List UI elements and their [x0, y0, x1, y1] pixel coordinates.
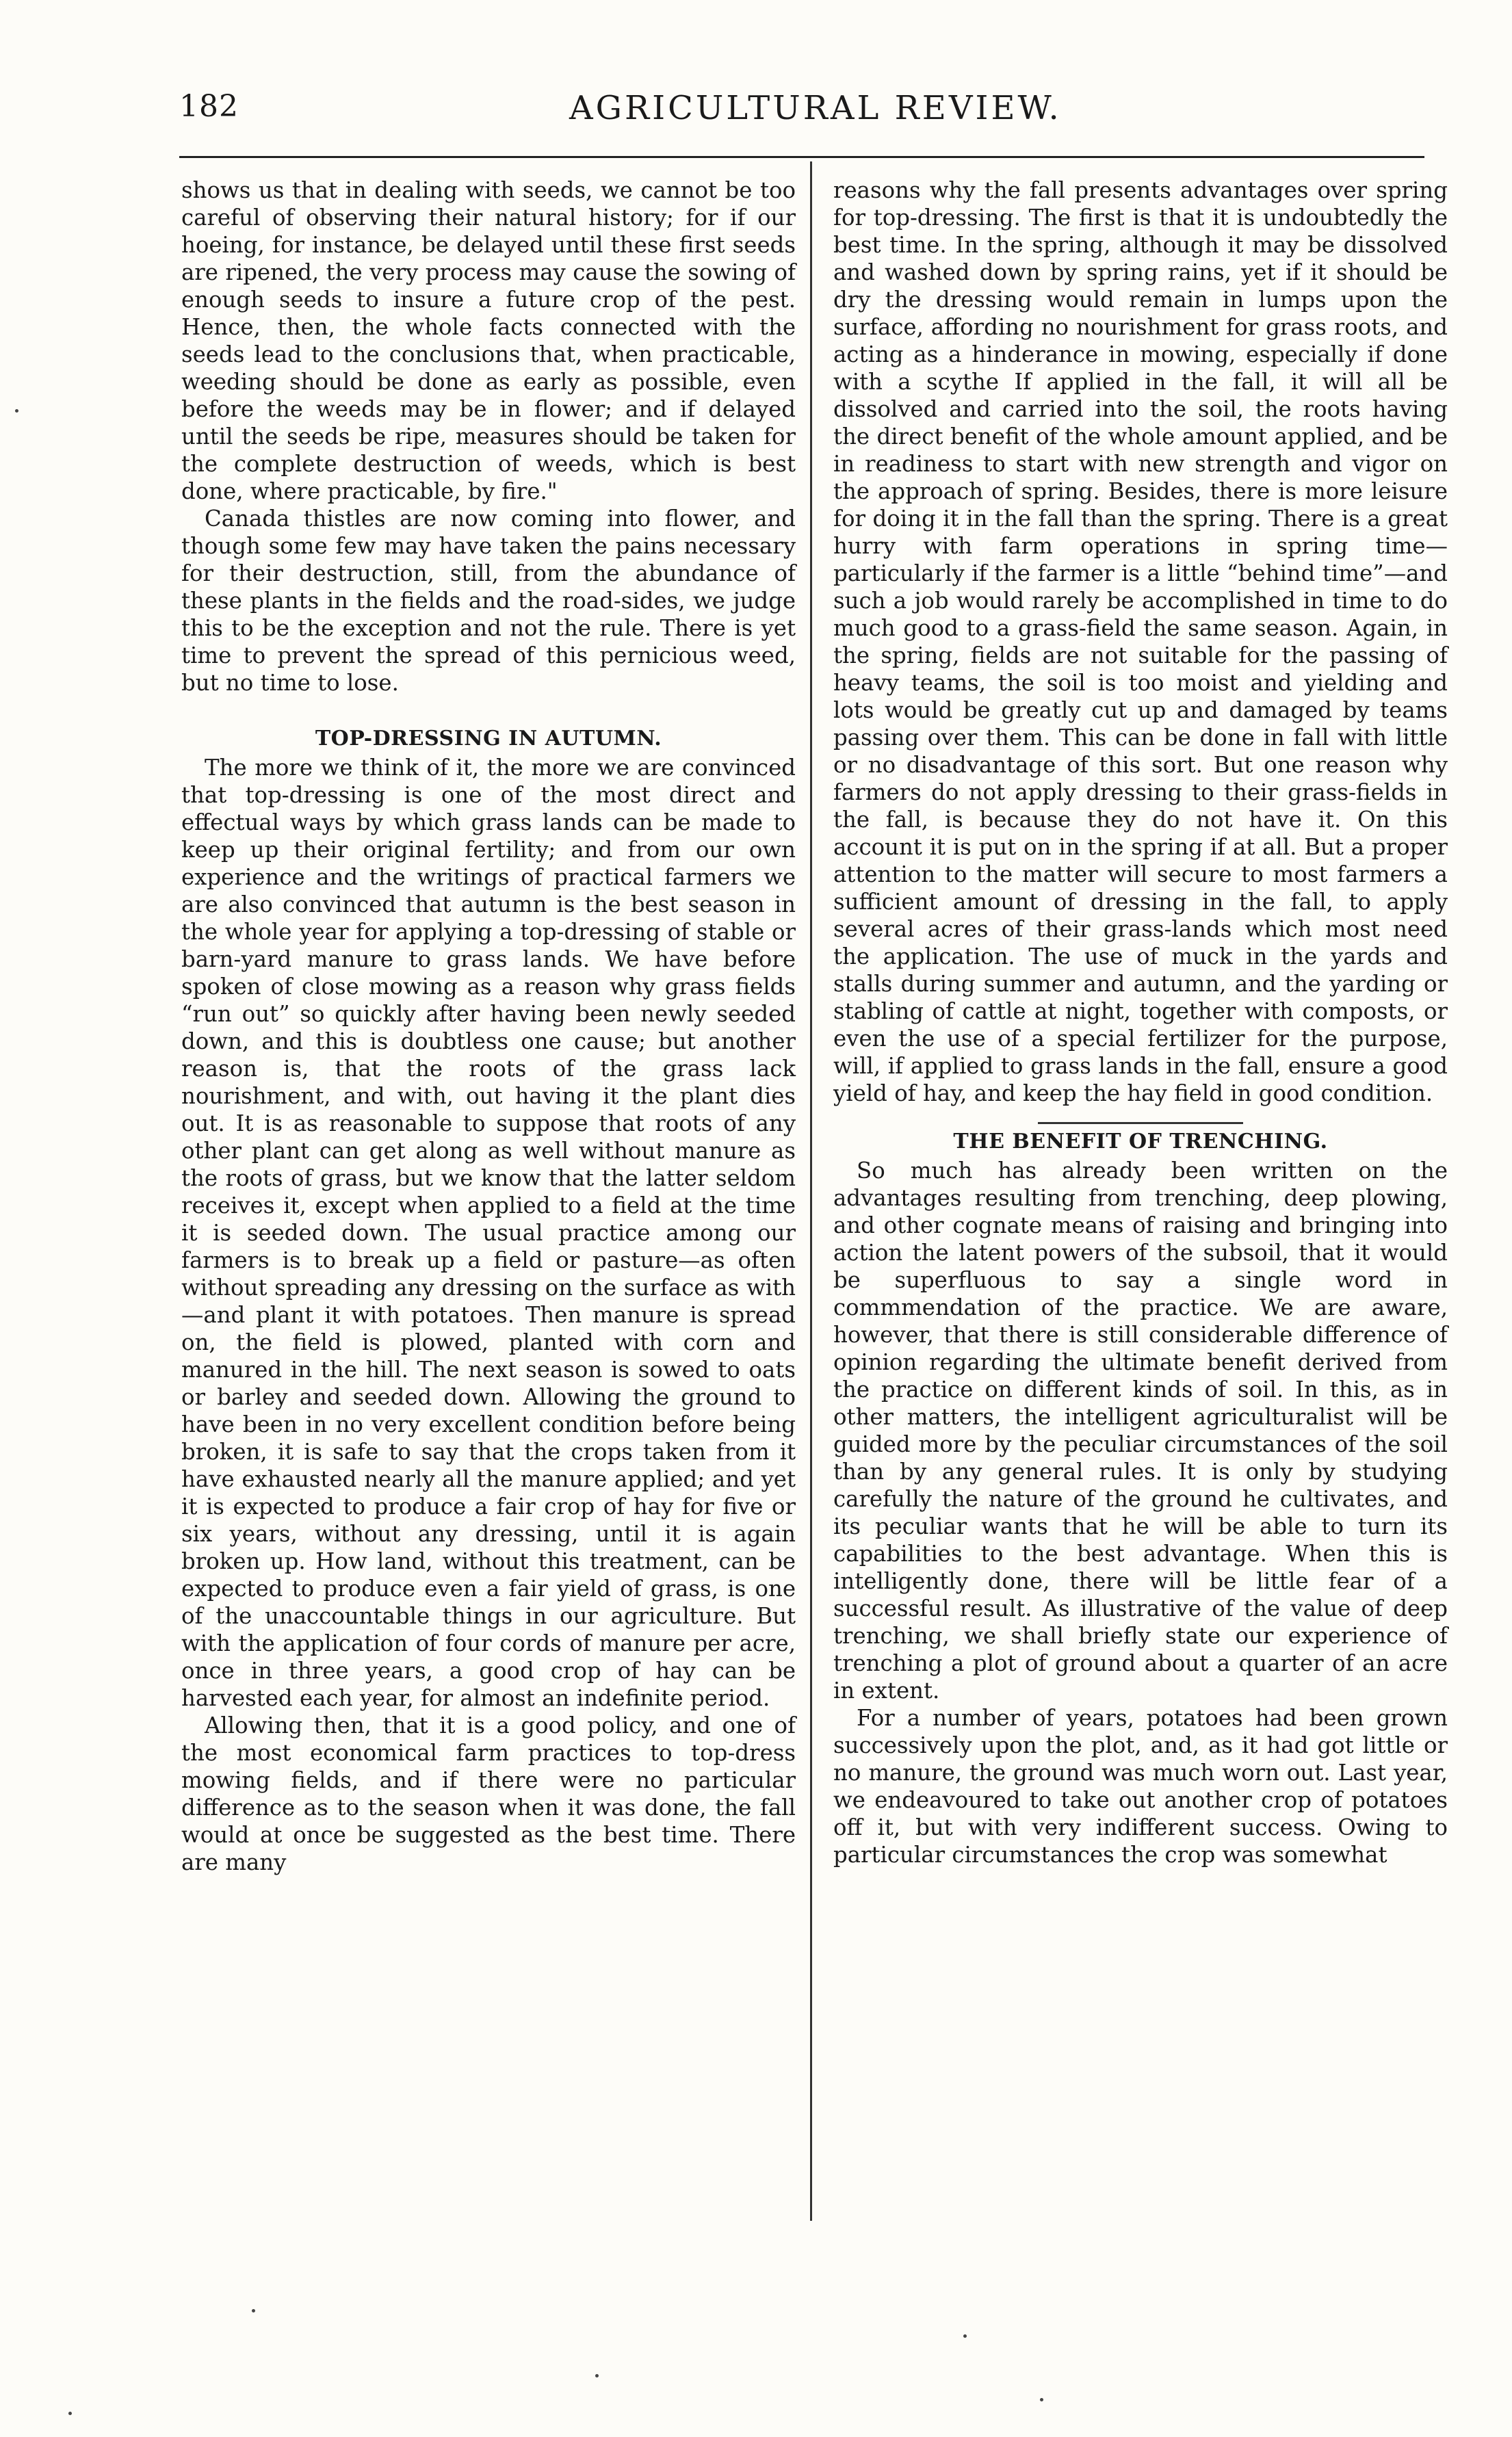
header-rule [179, 156, 1424, 158]
section-divider [1038, 1122, 1243, 1124]
print-speck [15, 409, 18, 413]
paragraph: Canada thistles are now coming into flower, and though some few may have taken the pains necessary for their destruction, still, from the abundance of these plants in the fields and the road-sides, we judge this to be the exception and not the rule. There is yet time to prevent the spread of this pernicious weed, but no time to lose. [181, 506, 796, 696]
page-header [179, 68, 1424, 130]
right-column [833, 177, 1448, 1868]
print-speck [595, 2374, 599, 2377]
page-number: 182 [179, 89, 239, 124]
paragraph: reasons why the fall presents advantages over spring for top-dressing. The first is that it is undoubtedly the best time. In the spring, although it may be dissolved and washed down by spring rains, yet if it should be dry the dressing would remain in lumps upon the surface, affording no nourishment for grass roots, and acting as a hinderance in mowing, especially if done with a scythe If applied in the fall, it will all be dissolved and carried into the soil, the roots having the direct benefit of the whole amount applied, and be in readiness to start with new strength and vigor on the approach of spring. Besides, there is more leisure for doing it in the fall than the spring. There is a great hurry with farm operations in spring time—particularly if the farmer is a little “behind time”—and such a job would rarely be accomplished in time to do much good to a grass-field the same season. Again, in the spring, fields are not suitable for the passing of heavy teams, the soil is too moist and yielding and lots would be greatly cut up and damaged by teams passing over them. This can be done in fall with little or no disadvantage of this sort. But one reason why farmers do not apply dressing to their grass-fields in the fall, is because they do not have it. On this account it is put on in the spring if at all. But a proper attention to the matter will secure to most farmers a sufficient amount of dressing in the fall, to apply several acres of their grass-lands which most need the application. The use of muck in the yards and stalls during summer and autumn, and the yarding or stabling of cattle at night, together with composts, or even the use of a special fertilizer for the purpose, will, if applied to grass lands in the fall, ensure a good yield of hay, and keep the hay field in good condition. [833, 177, 1448, 1106]
paragraph: So much has already been written on the advantages resulting from trenching, deep plowing, and other cognate means of raising and bringing into action the latent powers of the subsoil, that it would be superfluous to say a single word in commmendation of the practice. We are aware, however, that there is still considerable difference of opinion regarding the ultimate benefit derived from the practice on different kinds of soil. In this, as in other matters, the intelligent agriculturalist will be guided more by the peculiar circumstances of the soil than by any general rules. It is only by studying carefully the nature of the ground he cultivates, and its peculiar wants that he will be able to turn its capabilities to the best advantage. When this is intelligently done, there will be little fear of a successful result. As illustrative of the value of deep trenching, we shall briefly state our experience of trenching a plot of ground about a quarter of an acre in extent. [833, 1158, 1448, 1704]
paragraph: The more we think of it, the more we are convinced that top-dressing is one of the most direct and effectual ways by which grass lands can be made to keep up their original fertility; and from our own experience and the writings of practical farmers we are also convinced that autumn is the best season in the whole year for applying a top-dressing of stable or barn-yard manure to grass lands. We have before spoken of close mowing as a reason why grass fields “run out” so quickly after having been newly seeded down, and this is doubtless one cause; but another reason is, that the roots of the grass lack nourishment, and with, out having it the plant dies out. It is as reasonable to suppose that roots of any other plant can get along as well without manure as the roots of grass, but we know that the latter seldom receives it, except when applied to a field at the time it is seeded down. The usual practice among our farmers is to break up a field or pasture—as often without spreading any dressing on the surface as with—and plant it with potatoes. Then manure is spread on, the field is plowed, planted with corn and manured in the hill. The next season is sowed to oats or barley and seeded down. Allowing the ground to have been in no very excellent condition before being broken, it is safe to say that the crops taken from it have exhausted nearly all the manure applied; and yet it is expected to produce a fair crop of hay for five or six years, without any dressing, until it is again broken up. How land, without this treatment, can be expected to produce even a fair yield of grass, is one of the unaccountable things in our agriculture. But with the application of four cords of manure per acre, once in three years, a good crop of hay can be harvested each year, for almost an indefinite period. [181, 755, 796, 1711]
section-heading: THE BENEFIT OF TRENCHING. [953, 1130, 1328, 1154]
print-speck [68, 2412, 72, 2415]
section-heading: TOP-DRESSING IN AUTUMN. [315, 727, 662, 751]
running-title: AGRICULTURAL REVIEW. [569, 89, 1062, 127]
print-speck [252, 2309, 255, 2312]
print-speck [963, 2334, 967, 2338]
column-divider [810, 161, 812, 2221]
paragraph: shows us that in dealing with seeds, we cannot be too careful of observing their natural history; for if our hoeing, for instance, be delayed until these first seeds are ripened, the very process may cause the sowing of enough seeds to insure a future crop of the pest. Hence, then, the whole facts connected with the seeds lead to the conclusions that, when practicable, weeding should be done as early as possible, even before the weeds may be in flower; and if delayed until the seeds be ripe, measures should be taken for the complete destruction of weeds, which is best done, where practicable, by fire." [181, 177, 796, 504]
print-speck [1040, 2398, 1043, 2401]
paragraph: Allowing then, that it is a good policy, and one of the most economical farm practices to top-dress mowing fields, and if there were no particular difference as to the season when it was done, the fall would at once be suggested as the best time. There are many [181, 1712, 796, 1875]
left-column [181, 177, 796, 1876]
paragraph: For a number of years, potatoes had been grown successively upon the plot, and, as it had got little or no manure, the ground was much worn out. Last year, we endeavoured to take out another crop of potatoes off it, but with very indifferent success. Owing to particular circumstances the crop was somewhat [833, 1705, 1448, 1868]
